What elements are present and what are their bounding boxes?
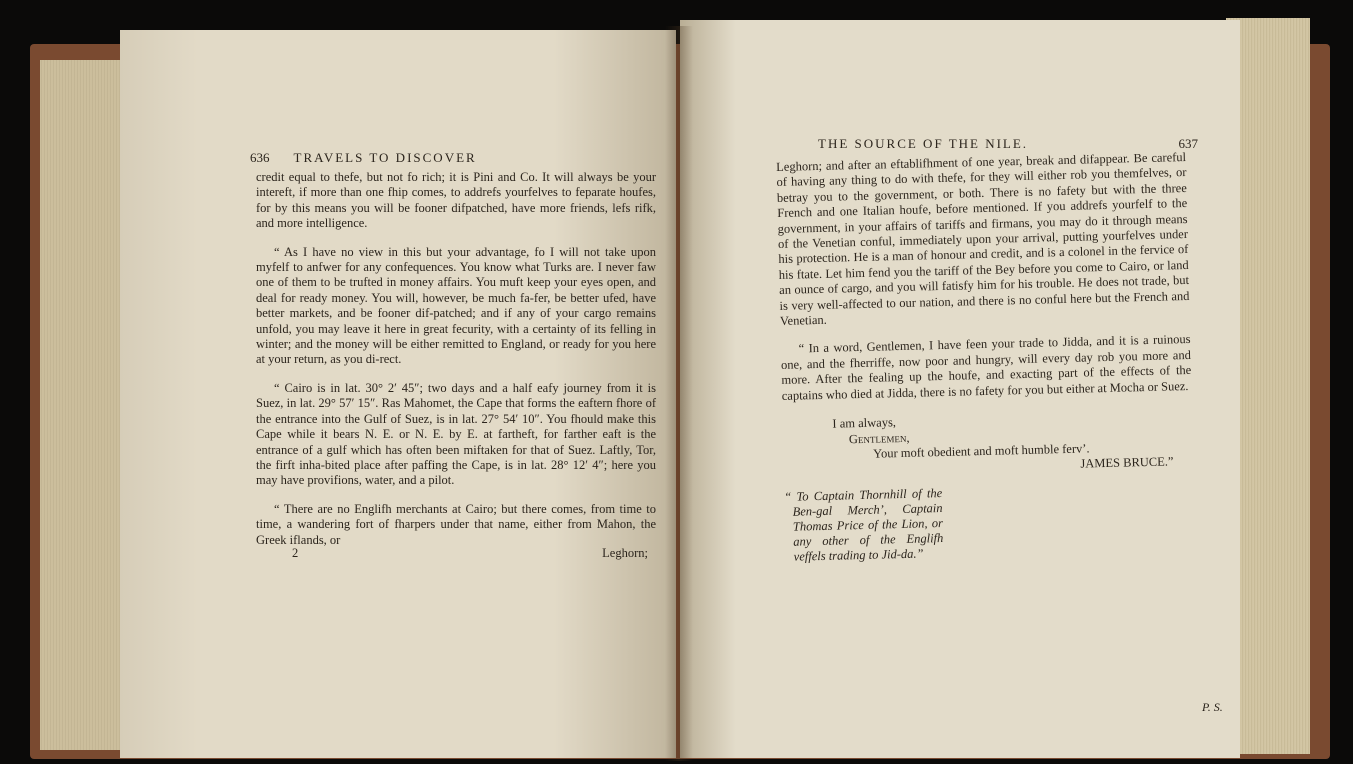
- letter-address: “ To Captain Thornhill of the Ben-gal Merch’, Captain Thomas Price of the Lion, or any other of the Englifh veffels trading to Jid-da.”: [784, 485, 944, 564]
- left-page-body: [256, 170, 656, 561]
- left-page-number: 636: [250, 150, 270, 165]
- right-catchword: P. S.: [1202, 700, 1223, 714]
- right-page-number: 637: [1178, 136, 1198, 151]
- page-edges-left: [40, 60, 126, 750]
- paragraph: Leghorn; and after an eftablifhment of one year, break and difappear. Be careful of having any thing to do with thefe, for they will either rob you themfelves, or betray you to the government, or both. There is no fafety but with the three French and one Italian houfe, before mentioned. If you addrefs yourfelf to the government, in your affairs of tariffs and firmans, you may do it through means of the Venetian conful, immediately upon your arrival, putting yourfelves under his protection. He is a man of honour and credit, and is a colonel in the fervice of his ftate. Let him fend you the tariff of the Bey before you come to Cairo, or land an ounce of cargo, and you will fatisfy him for his trouble. He does not trade, but is very well-affected to our nation, and there is no conful here but the French and Venetian.: [776, 149, 1190, 329]
- paragraph: “ In a word, Gentlemen, I have feen your trade to Jidda, and it is a ruinous one, and the fherriffe, now poor and hungry, will every day rob you more and more. After the fealing up the houfe, and exacting part of the effects of the captains who died at Jidda, there is no fafety for you but either at Mocha or Suez.: [780, 332, 1192, 403]
- right-page: [680, 20, 1240, 758]
- closing-line: I am always,: [832, 415, 897, 431]
- letter-closing: [782, 408, 1193, 480]
- right-running-header: [818, 136, 1198, 152]
- book-gutter: [665, 26, 693, 761]
- left-running-header: [250, 150, 670, 166]
- closing-line: Your moft obedient and moft humble ferv’.: [873, 441, 1090, 461]
- paragraph: “ There are no Englifh merchants at Cairo; but there comes, from time to time, a wandering fort of fharpers under that name, either from Mahon, the Greek iflands, or: [256, 501, 656, 547]
- paragraph: “ As I have no view in this but your advantage, fo I will not take upon myfelf to anfwer for any confequences. You know what Turks are. I never faw one of them to be trufted in money affairs. You muft keep your eyes open, and deal for ready money. You will, however, be much fa-fer, be better ufed, have better markets, and be fooner dif-patched; and if any of your cargo remains unfold, you may leave it here in great fecurity, with a certainty of its felling in winter; and the money will be either remitted to England, or ready for you here at your return, as you di-rect.: [256, 244, 656, 367]
- left-running-head: TRAVELS TO DISCOVER: [293, 150, 477, 165]
- paragraph: “ Cairo is in lat. 30° 2′ 45″; two days and a half eafy journey from it is Suez, in lat. 29° 57′ 15″. Ras Mahomet, the Cape that forms the eaftern fhore of the entrance into the Gulf of Suez, is in lat. 27° 54′ 10″. You fhould make this Cape while it bears N. E. or N. E. by E. at fartheft, for farther eaft is the entrance of a gulf which has often been miftaken for that of Suez. Laftly, Tor, the firft inha-bited place after paffing the Cape, is in lat. 28° 12′ 4″; here you may have provifions, water, and a pilot.: [256, 380, 656, 488]
- catchword: Leghorn;: [602, 545, 648, 560]
- right-page-body: [776, 150, 1196, 565]
- paragraph: credit equal to thefe, but not fo rich; it is Pini and Co. It will always be your intereft, if more than one fhip comes, to addrefs yourfelves to feparate houfes, for by this means you will be fooner difpatched, have more friends, lefs rifk, and more intelligence.: [256, 170, 656, 231]
- signature: JAMES BRUCE.”: [1080, 454, 1174, 471]
- left-footer: [256, 546, 656, 561]
- closing-salutation: Gentlemen,: [848, 430, 910, 446]
- signature-mark: 2: [292, 545, 299, 560]
- right-running-head: THE SOURCE OF THE NILE.: [818, 136, 1029, 151]
- left-page: [120, 30, 676, 758]
